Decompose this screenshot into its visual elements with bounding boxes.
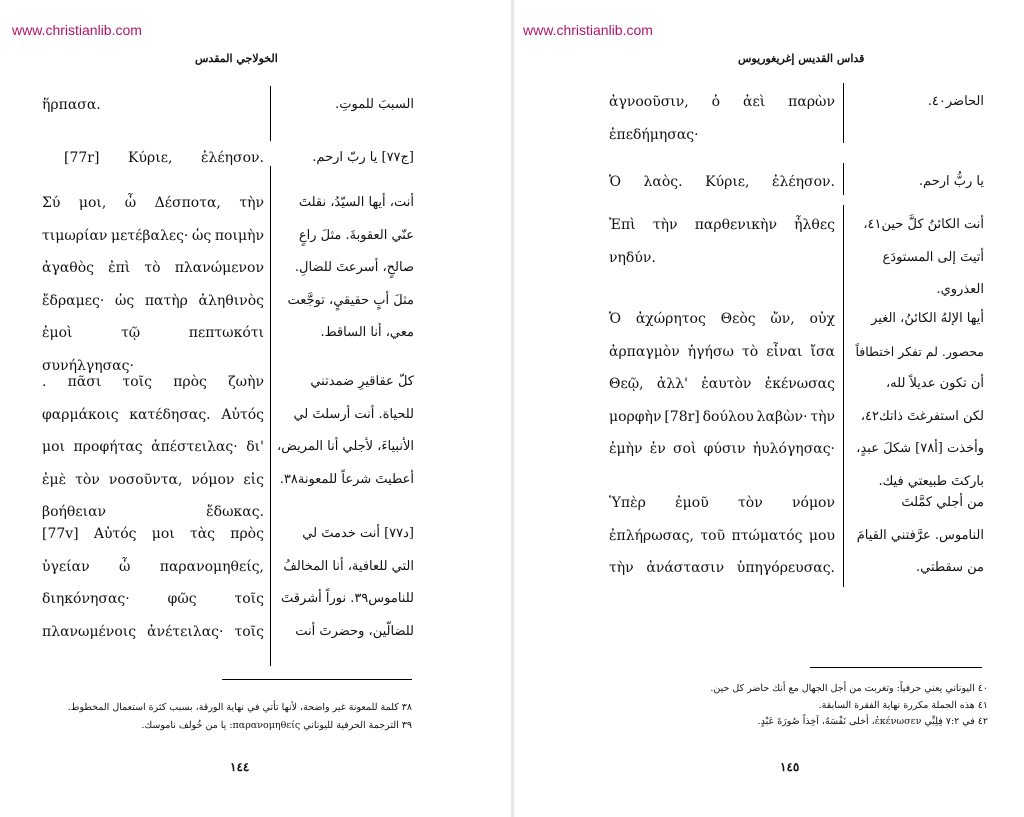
arabic-line: العذروي. <box>936 282 984 297</box>
arabic-line: الأنبياءَ، لأجلي أنا المريض، <box>277 439 414 454</box>
arabic-line: صالحٍ، أسرعتَ للضالِ. <box>294 260 414 275</box>
page-number: ١٤٥ <box>780 760 800 774</box>
greek-line: ἀγνοοῦσιν, ὁ ἀεὶ παρὼν <box>609 94 835 110</box>
arabic-line: مثلَ أبٍ حقيقيٍ، توجَّعت <box>287 292 414 308</box>
arabic-line: أيها الإلهُ الكائنُ، الغير <box>871 311 984 326</box>
greek-line: ἥρπασα. <box>42 97 101 113</box>
greek-paragraph <box>609 166 835 199</box>
greek-line: . πᾶσι τοῖς πρὸς ζωὴν <box>42 374 264 390</box>
column-divider <box>270 86 271 141</box>
right-page <box>514 0 1024 817</box>
arabic-paragraph <box>854 86 984 119</box>
greek-paragraph <box>42 142 264 175</box>
running-header: الخولاجي المقدس <box>195 52 278 65</box>
arabic-line: [د٧٧] أنت خدمتَ لي <box>302 526 414 541</box>
greek-paragraph <box>42 366 264 529</box>
greek-line: ἐπλήρωσας, τοῦ πτώματός μου <box>609 527 835 544</box>
site-watermark[interactable]: www.christianlib.com <box>523 22 653 38</box>
greek-line: Θεῷ, ἀλλ' ἑαυτὸν ἐκένωσας <box>609 376 835 392</box>
arabic-line: يا ربُّ ارحم. <box>918 174 984 189</box>
arabic-paragraph <box>276 187 414 350</box>
arabic-line: باركتَ طبيعتي فيك. <box>878 473 984 489</box>
arabic-line: من سقطتي. <box>915 560 984 575</box>
greek-line: βοήθειαν ἔδωκας. <box>42 504 264 520</box>
greek-line: [77r] Κύριε, ἐλέησον. <box>64 150 264 166</box>
greek-paragraph <box>609 487 835 585</box>
footnote-rule <box>222 679 412 680</box>
arabic-paragraph <box>276 142 414 175</box>
greek-paragraph <box>609 86 835 151</box>
column-divider <box>843 83 844 143</box>
greek-line: μοι προφήτας ἀπέστειλας· δι' <box>42 439 264 455</box>
greek-line: ἁρπαγμὸν ἡγήσω τὸ εἶναι ἴσα <box>609 343 835 360</box>
footnote-39: ٣٩ الترجمة الحرفية لليوناني παρανομηθείς: يا من خُولف ناموسك. <box>141 720 412 731</box>
greek-line: ἐμὲ τὸν νοσοῦντα, νόμον εἰς <box>42 471 264 488</box>
greek-line: ἐμοὶ τῷ πεπτωκότι <box>42 325 264 341</box>
greek-line: ἀγαθὸς ἐπὶ τὸ πλανώμενον <box>42 260 264 276</box>
column-divider <box>843 205 844 587</box>
arabic-paragraph <box>854 487 984 585</box>
footnote-40: ٤٠ اليوناني يعني حرفياً: وتغربت من أجل الجهال مع أنك حاضر كل حين. <box>710 683 988 694</box>
running-header: قداس القديس إغريغوريوس <box>738 52 865 65</box>
left-page <box>0 0 511 817</box>
arabic-line: وأخذت [أ٧٨] شكلَ عبدٍ، <box>856 441 984 456</box>
arabic-line: من أجلي كمَّلتَ <box>901 495 984 510</box>
column-divider <box>270 166 271 666</box>
column-divider <box>843 163 844 195</box>
greek-paragraph <box>609 209 835 274</box>
arabic-paragraph <box>854 209 984 307</box>
greek-paragraph <box>42 187 264 382</box>
arabic-paragraph <box>276 366 414 496</box>
greek-line: Ὑπὲρ ἐμοῦ τὸν νόμον <box>609 495 835 511</box>
greek-line: νηδύν. <box>609 249 656 266</box>
greek-line: συνήλγησας· <box>42 357 134 374</box>
arabic-line: أنت، أيها السيّدُ، نقلتَ <box>298 195 414 210</box>
greek-paragraph <box>42 518 264 648</box>
greek-paragraph <box>609 303 835 466</box>
arabic-line: الحاضر٤٠. <box>927 94 984 109</box>
arabic-line: [ج٧٧] يا ربّ ارحم. <box>312 150 414 165</box>
arabic-paragraph <box>276 89 414 122</box>
arabic-line: للضالّين، وحضرتَ أنت <box>295 623 414 639</box>
greek-line: Ἐπὶ τὴν παρθενικὴν ἦλθες <box>609 217 835 233</box>
arabic-paragraph <box>854 303 984 498</box>
greek-line: Ὁ ἀχώρητος Θεὸς ὤν, οὐχ <box>609 311 835 327</box>
greek-line: ἐπεδήμησας· <box>609 126 699 143</box>
greek-line: πλανωμένοις ἀνέτειλας· τοῖς <box>42 623 264 640</box>
arabic-line: معي، أنا الساقط. <box>320 325 414 340</box>
arabic-line: للحياة. أنت أرسلتَ لي <box>293 406 414 422</box>
arabic-line: أن تكون عديلاً لله، <box>885 376 984 391</box>
greek-line: Σύ μοι, ὦ Δέσποτα, τὴν <box>42 195 264 211</box>
site-watermark[interactable]: www.christianlib.com <box>12 22 142 38</box>
footnote-42: ٤٢ في ٧:٢ فِلِبِّي ἐκένωσεν، أخلى نَفْسَهُ، آخِذاً صُورَةَ عَبْدٍ. <box>757 716 988 727</box>
greek-line: τὴν ἀνάστασιν ὑπηγόρευσας. <box>609 560 835 576</box>
greek-line: ὑγείαν ὦ παρανομηθείς, <box>42 558 264 575</box>
footnote-41: ٤١ هذه الجملة مكررة نهاية الفقرة السابقة. <box>818 700 988 711</box>
arabic-line: التي للعافية، أنا المخالفُ <box>283 558 414 574</box>
arabic-line: للناموس٣٩. نوراً أشرقتَ <box>281 591 414 606</box>
greek-line: ἔδραμες· ὡς πατὴρ ἀληθινὸς <box>42 292 264 309</box>
arabic-line: الناموس. عرَّفتني القيامَ <box>856 527 984 543</box>
footnote-38: ٣٨ كلمة للمعونة غير واضحة، لأنها تأتي في نهاية الورقة، بسبب كثرة استعمال المخطوط. <box>67 702 412 713</box>
arabic-paragraph <box>276 518 414 648</box>
greek-line: διηκόνησας· φῶς τοῖς <box>42 591 264 607</box>
arabic-line: أتيتَ إلى المستودَع <box>882 249 984 265</box>
page-number: ١٤٤ <box>230 760 250 774</box>
greek-line: [77v] Αὐτός μοι τὰς πρὸς <box>42 526 264 542</box>
arabic-line: عنّي العقوبةَ. مثلَ راعٍ <box>298 227 414 243</box>
arabic-line: لكن استفرغتَ ذاتك٤٢، <box>860 408 984 424</box>
greek-line: Ὁ λαὸς. Κύριε, ἐλέησον. <box>609 174 835 190</box>
arabic-line: أنت الكائنُ كلَّ حين٤١، <box>863 217 984 232</box>
footnote-rule <box>810 667 982 668</box>
greek-line: ἐμὴν ἐν σοὶ φύσιν ἠυλόγησας· <box>609 441 835 457</box>
greek-line: φαρμάκοις κατέδησας. Αὐτός <box>42 406 264 423</box>
arabic-line: السببَ للموتِ. <box>335 97 414 112</box>
arabic-paragraph <box>854 166 984 199</box>
arabic-line: أعطيتَ شرعاً للمعونة٣٨. <box>279 471 414 487</box>
greek-paragraph <box>42 89 264 122</box>
greek-line: μορφὴν [78r] δούλου λαβὼν· τὴν <box>609 408 835 425</box>
greek-line: τιμωρίαν μετέβαλες· ὡς ποιμὴν <box>42 227 264 244</box>
arabic-line: محصور. لم تفكر اختطافاً <box>855 343 984 359</box>
arabic-line: كلّ عقاقيرِ ضمدتني <box>310 374 414 389</box>
